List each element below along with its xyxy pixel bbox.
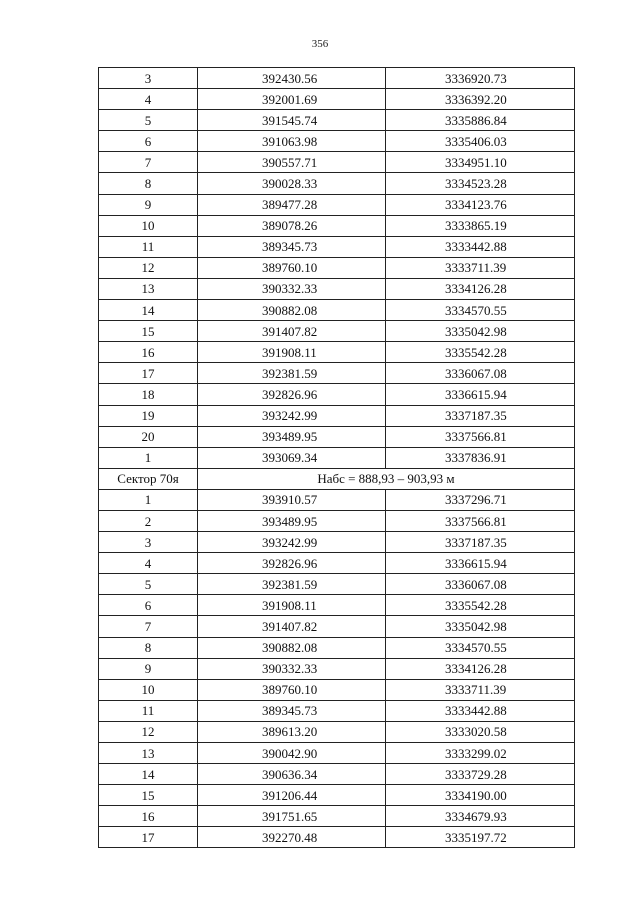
point-number-cell: 11 bbox=[99, 236, 198, 257]
y-coordinate-cell: 3334126.28 bbox=[386, 278, 575, 299]
x-coordinate-cell: 393242.99 bbox=[198, 532, 386, 553]
y-coordinate-cell: 3334570.55 bbox=[386, 300, 575, 321]
x-coordinate-cell: 392001.69 bbox=[198, 89, 386, 110]
point-number-cell: 16 bbox=[99, 342, 198, 363]
point-number-cell: 12 bbox=[99, 721, 198, 742]
table-body-after-sector bbox=[99, 489, 575, 848]
point-number-cell: 5 bbox=[99, 110, 198, 131]
point-number-cell: 7 bbox=[99, 616, 198, 637]
x-coordinate-cell: 393242.99 bbox=[198, 405, 386, 426]
table-body-before-sector bbox=[99, 68, 575, 469]
x-coordinate-cell: 393489.95 bbox=[198, 510, 386, 531]
y-coordinate-cell: 3334126.28 bbox=[386, 658, 575, 679]
y-coordinate-cell: 3335542.28 bbox=[386, 595, 575, 616]
x-coordinate-cell: 390882.08 bbox=[198, 637, 386, 658]
y-coordinate-cell: 3333865.19 bbox=[386, 215, 575, 236]
y-coordinate-cell: 3337187.35 bbox=[386, 532, 575, 553]
table-row bbox=[99, 194, 575, 215]
y-coordinate-cell: 3335197.72 bbox=[386, 827, 575, 848]
y-coordinate-cell: 3334523.28 bbox=[386, 173, 575, 194]
table-row bbox=[99, 257, 575, 278]
table-row bbox=[99, 806, 575, 827]
y-coordinate-cell: 3336392.20 bbox=[386, 89, 575, 110]
point-number-cell: 4 bbox=[99, 89, 198, 110]
point-number-cell: 15 bbox=[99, 321, 198, 342]
x-coordinate-cell: 391063.98 bbox=[198, 131, 386, 152]
y-coordinate-cell: 3334679.93 bbox=[386, 806, 575, 827]
coordinates-table bbox=[98, 67, 575, 848]
point-number-cell: 7 bbox=[99, 152, 198, 173]
page-number: 356 bbox=[311, 38, 329, 50]
y-coordinate-cell: 3337566.81 bbox=[386, 426, 575, 447]
x-coordinate-cell: 389078.26 bbox=[198, 215, 386, 236]
y-coordinate-cell: 3333729.28 bbox=[386, 764, 575, 785]
x-coordinate-cell: 392430.56 bbox=[198, 68, 386, 89]
x-coordinate-cell: 391908.11 bbox=[198, 342, 386, 363]
point-number-cell: 3 bbox=[99, 68, 198, 89]
x-coordinate-cell: 390636.34 bbox=[198, 764, 386, 785]
x-coordinate-cell: 391407.82 bbox=[198, 616, 386, 637]
x-coordinate-cell: 390042.90 bbox=[198, 743, 386, 764]
point-number-cell: 17 bbox=[99, 363, 198, 384]
table-row bbox=[99, 743, 575, 764]
y-coordinate-cell: 3337296.71 bbox=[386, 489, 575, 510]
table-row bbox=[99, 278, 575, 299]
x-coordinate-cell: 389760.10 bbox=[198, 679, 386, 700]
table-row bbox=[99, 405, 575, 426]
y-coordinate-cell: 3336067.08 bbox=[386, 363, 575, 384]
table-row bbox=[99, 300, 575, 321]
x-coordinate-cell: 389345.73 bbox=[198, 700, 386, 721]
y-coordinate-cell: 3333442.88 bbox=[386, 700, 575, 721]
table-row bbox=[99, 152, 575, 173]
table-row bbox=[99, 785, 575, 806]
sector-row bbox=[99, 468, 575, 489]
y-coordinate-cell: 3337566.81 bbox=[386, 510, 575, 531]
table-row bbox=[99, 89, 575, 110]
y-coordinate-cell: 3336920.73 bbox=[386, 68, 575, 89]
point-number-cell: 5 bbox=[99, 574, 198, 595]
table-row bbox=[99, 215, 575, 236]
y-coordinate-cell: 3335542.28 bbox=[386, 342, 575, 363]
x-coordinate-cell: 391407.82 bbox=[198, 321, 386, 342]
y-coordinate-cell: 3335406.03 bbox=[386, 131, 575, 152]
x-coordinate-cell: 390557.71 bbox=[198, 152, 386, 173]
table-row bbox=[99, 489, 575, 510]
y-coordinate-cell: 3335042.98 bbox=[386, 616, 575, 637]
point-number-cell: 8 bbox=[99, 173, 198, 194]
table-row bbox=[99, 236, 575, 257]
point-number-cell: 1 bbox=[99, 447, 198, 468]
table-row bbox=[99, 827, 575, 848]
table-row bbox=[99, 679, 575, 700]
y-coordinate-cell: 3336615.94 bbox=[386, 384, 575, 405]
x-coordinate-cell: 392270.48 bbox=[198, 827, 386, 848]
x-coordinate-cell: 393069.34 bbox=[198, 447, 386, 468]
table-row bbox=[99, 342, 575, 363]
point-number-cell: 15 bbox=[99, 785, 198, 806]
x-coordinate-cell: 393910.57 bbox=[198, 489, 386, 510]
y-coordinate-cell: 3335042.98 bbox=[386, 321, 575, 342]
table-row bbox=[99, 532, 575, 553]
sector-header bbox=[99, 468, 575, 489]
table-row bbox=[99, 574, 575, 595]
sector-elevation-range: Набс = 888,93 – 903,93 м bbox=[198, 468, 575, 489]
point-number-cell: 18 bbox=[99, 384, 198, 405]
point-number-cell: 4 bbox=[99, 553, 198, 574]
x-coordinate-cell: 390028.33 bbox=[198, 173, 386, 194]
y-coordinate-cell: 3334951.10 bbox=[386, 152, 575, 173]
y-coordinate-cell: 3333711.39 bbox=[386, 679, 575, 700]
table-row bbox=[99, 510, 575, 531]
x-coordinate-cell: 392826.96 bbox=[198, 384, 386, 405]
x-coordinate-cell: 393489.95 bbox=[198, 426, 386, 447]
table-row bbox=[99, 131, 575, 152]
x-coordinate-cell: 391751.65 bbox=[198, 806, 386, 827]
point-number-cell: 14 bbox=[99, 764, 198, 785]
table-row bbox=[99, 595, 575, 616]
table-row bbox=[99, 637, 575, 658]
y-coordinate-cell: 3333020.58 bbox=[386, 721, 575, 742]
point-number-cell: 1 bbox=[99, 489, 198, 510]
sector-label: Сектор 70я bbox=[99, 468, 198, 489]
table-row bbox=[99, 321, 575, 342]
x-coordinate-cell: 392381.59 bbox=[198, 574, 386, 595]
point-number-cell: 16 bbox=[99, 806, 198, 827]
table-row bbox=[99, 384, 575, 405]
x-coordinate-cell: 392381.59 bbox=[198, 363, 386, 384]
point-number-cell: 13 bbox=[99, 743, 198, 764]
y-coordinate-cell: 3337836.91 bbox=[386, 447, 575, 468]
y-coordinate-cell: 3335886.84 bbox=[386, 110, 575, 131]
table-row bbox=[99, 173, 575, 194]
table-row bbox=[99, 363, 575, 384]
point-number-cell: 13 bbox=[99, 278, 198, 299]
point-number-cell: 14 bbox=[99, 300, 198, 321]
y-coordinate-cell: 3334190.00 bbox=[386, 785, 575, 806]
table-row bbox=[99, 553, 575, 574]
x-coordinate-cell: 390882.08 bbox=[198, 300, 386, 321]
point-number-cell: 9 bbox=[99, 658, 198, 679]
point-number-cell: 17 bbox=[99, 827, 198, 848]
point-number-cell: 11 bbox=[99, 700, 198, 721]
x-coordinate-cell: 389345.73 bbox=[198, 236, 386, 257]
point-number-cell: 9 bbox=[99, 194, 198, 215]
x-coordinate-cell: 389613.20 bbox=[198, 721, 386, 742]
point-number-cell: 6 bbox=[99, 595, 198, 616]
y-coordinate-cell: 3336067.08 bbox=[386, 574, 575, 595]
table-row bbox=[99, 426, 575, 447]
y-coordinate-cell: 3333299.02 bbox=[386, 743, 575, 764]
x-coordinate-cell: 391545.74 bbox=[198, 110, 386, 131]
x-coordinate-cell: 390332.33 bbox=[198, 658, 386, 679]
x-coordinate-cell: 389760.10 bbox=[198, 257, 386, 278]
x-coordinate-cell: 391206.44 bbox=[198, 785, 386, 806]
y-coordinate-cell: 3337187.35 bbox=[386, 405, 575, 426]
y-coordinate-cell: 3333711.39 bbox=[386, 257, 575, 278]
table-row bbox=[99, 68, 575, 89]
table-row bbox=[99, 764, 575, 785]
y-coordinate-cell: 3334570.55 bbox=[386, 637, 575, 658]
point-number-cell: 10 bbox=[99, 215, 198, 236]
table-row bbox=[99, 447, 575, 468]
x-coordinate-cell: 391908.11 bbox=[198, 595, 386, 616]
y-coordinate-cell: 3334123.76 bbox=[386, 194, 575, 215]
point-number-cell: 3 bbox=[99, 532, 198, 553]
point-number-cell: 10 bbox=[99, 679, 198, 700]
table-row bbox=[99, 110, 575, 131]
x-coordinate-cell: 390332.33 bbox=[198, 278, 386, 299]
x-coordinate-cell: 392826.96 bbox=[198, 553, 386, 574]
table-row bbox=[99, 700, 575, 721]
point-number-cell: 19 bbox=[99, 405, 198, 426]
point-number-cell: 6 bbox=[99, 131, 198, 152]
point-number-cell: 20 bbox=[99, 426, 198, 447]
table-row bbox=[99, 616, 575, 637]
point-number-cell: 2 bbox=[99, 510, 198, 531]
x-coordinate-cell: 389477.28 bbox=[198, 194, 386, 215]
y-coordinate-cell: 3336615.94 bbox=[386, 553, 575, 574]
point-number-cell: 12 bbox=[99, 257, 198, 278]
point-number-cell: 8 bbox=[99, 637, 198, 658]
table-row bbox=[99, 658, 575, 679]
y-coordinate-cell: 3333442.88 bbox=[386, 236, 575, 257]
table-row bbox=[99, 721, 575, 742]
